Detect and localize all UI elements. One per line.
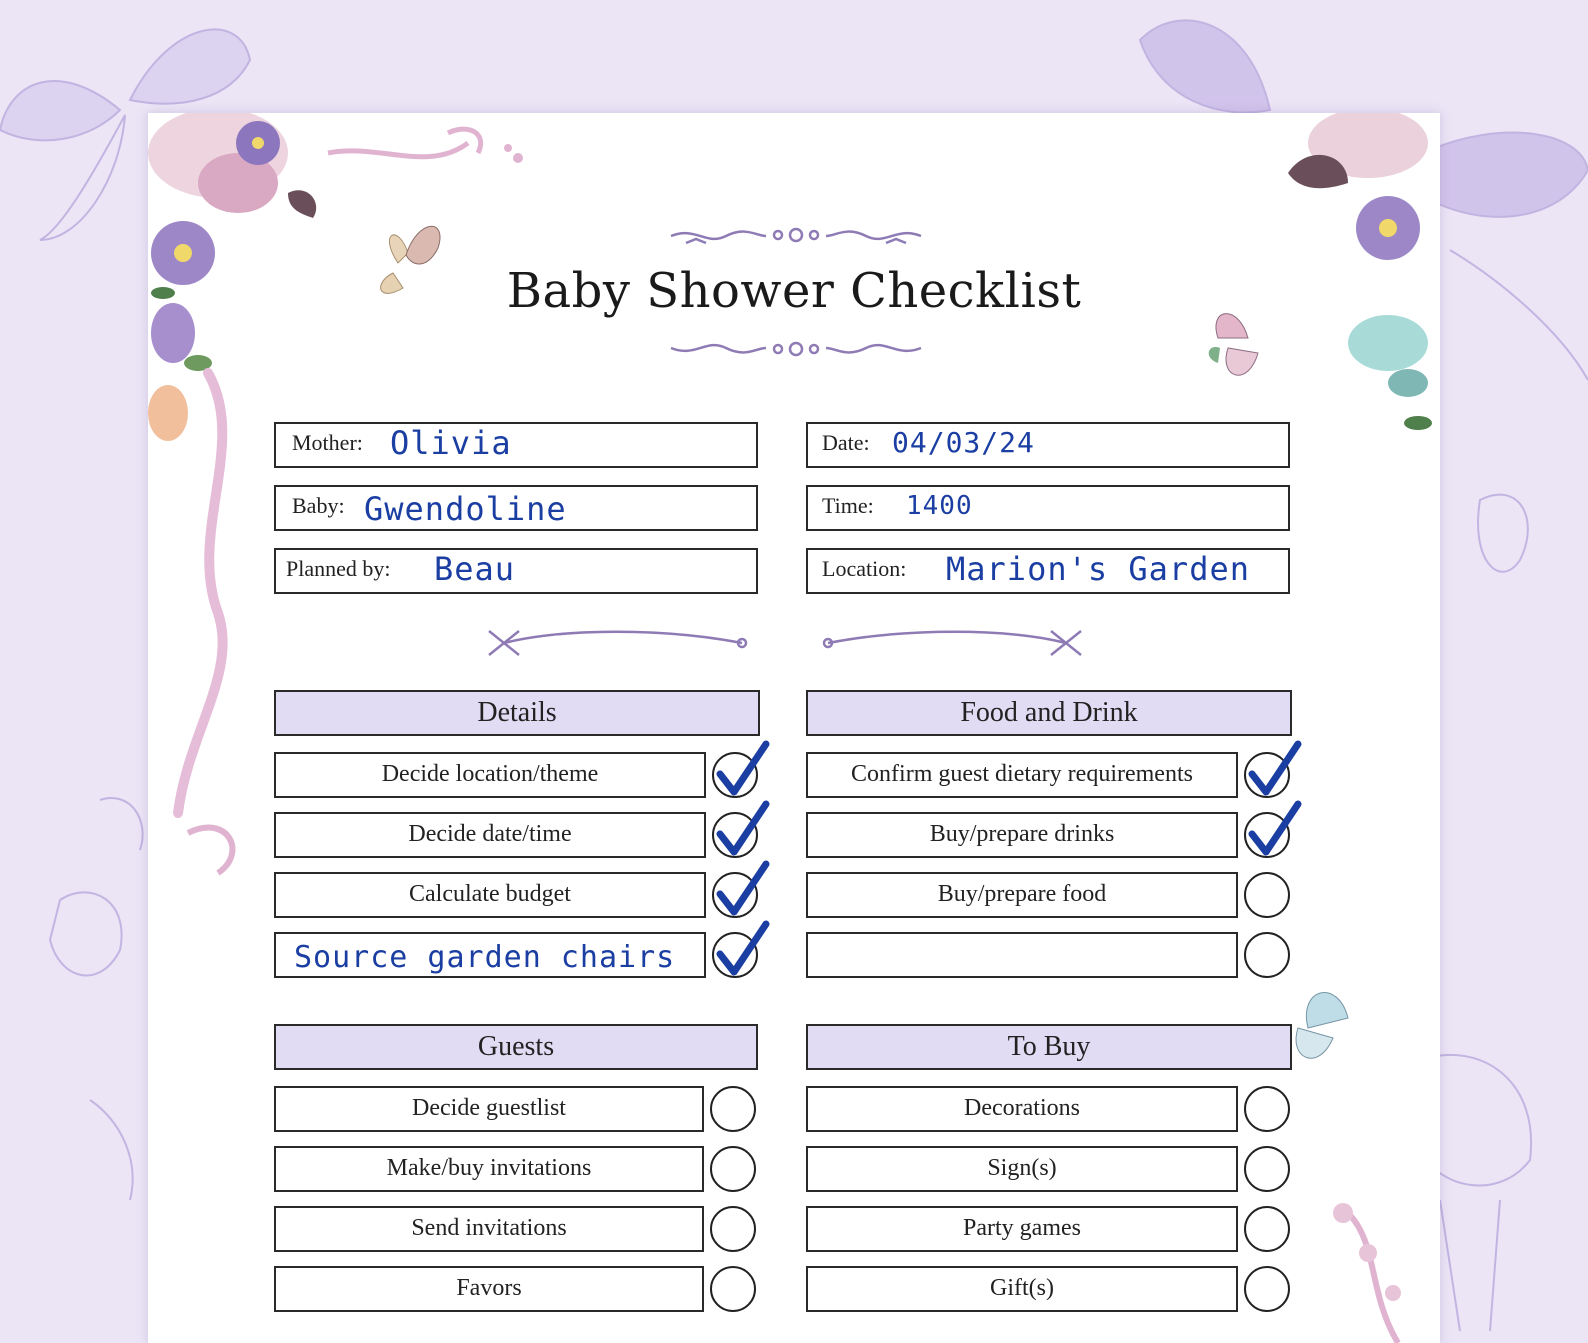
checkbox[interactable] bbox=[1244, 872, 1290, 918]
food-task-item[interactable]: Buy/prepare food bbox=[806, 872, 1238, 918]
checked-checkbox[interactable] bbox=[1244, 812, 1290, 858]
checklist-sheet bbox=[148, 113, 1440, 1343]
details-task-item[interactable]: Calculate budget bbox=[274, 872, 706, 918]
guests-task-item[interactable]: Favors bbox=[274, 1266, 704, 1312]
to-buy-task-item[interactable]: Sign(s) bbox=[806, 1146, 1238, 1192]
checkmark-icon bbox=[712, 858, 772, 922]
date-label: Date: bbox=[822, 430, 870, 455]
checkmark-icon bbox=[1244, 738, 1304, 802]
page-title: Baby Shower Checklist bbox=[506, 263, 1082, 319]
checked-checkbox[interactable] bbox=[712, 872, 758, 918]
checkmark-icon bbox=[1244, 798, 1304, 862]
baby-label: Baby: bbox=[292, 493, 345, 518]
location-label: Location: bbox=[822, 556, 907, 581]
checkbox[interactable] bbox=[710, 1086, 756, 1132]
details-task-item[interactable]: Decide location/theme bbox=[274, 752, 706, 798]
food-task-item[interactable] bbox=[806, 932, 1238, 978]
checkbox[interactable] bbox=[710, 1266, 756, 1312]
time-field[interactable] bbox=[806, 485, 1290, 531]
food-task-item[interactable]: Confirm guest dietary requirements bbox=[806, 752, 1238, 798]
time-value: 1400 bbox=[906, 491, 973, 521]
checked-checkbox[interactable] bbox=[712, 932, 758, 978]
details-header: Details bbox=[274, 690, 760, 736]
baby-field[interactable] bbox=[274, 485, 758, 531]
to-buy-header: To Buy bbox=[806, 1024, 1292, 1070]
checkbox[interactable] bbox=[710, 1206, 756, 1252]
to-buy-task-item[interactable]: Party games bbox=[806, 1206, 1238, 1252]
checkmark-icon bbox=[712, 918, 772, 982]
mother-label: Mother: bbox=[292, 430, 363, 455]
checkbox[interactable] bbox=[710, 1146, 756, 1192]
guests-header: Guests bbox=[274, 1024, 758, 1070]
location-field[interactable] bbox=[806, 548, 1290, 594]
location-value: Marion's Garden bbox=[946, 550, 1250, 588]
details-task-item[interactable]: Decide date/time bbox=[274, 812, 706, 858]
details-task-item[interactable]: Source garden chairs bbox=[274, 932, 706, 978]
date-field[interactable] bbox=[806, 422, 1290, 468]
planned-by-label: Planned by: bbox=[286, 556, 391, 581]
checkbox[interactable] bbox=[1244, 1086, 1290, 1132]
baby-value: Gwendoline bbox=[364, 490, 567, 528]
checkbox[interactable] bbox=[1244, 932, 1290, 978]
checkmark-icon bbox=[712, 738, 772, 802]
checked-checkbox[interactable] bbox=[1244, 752, 1290, 798]
checkbox[interactable] bbox=[1244, 1206, 1290, 1252]
mother-value: Olivia bbox=[390, 424, 512, 462]
guests-task-item[interactable]: Decide guestlist bbox=[274, 1086, 704, 1132]
left-divider-flourish bbox=[484, 623, 754, 663]
mother-field[interactable] bbox=[274, 422, 758, 468]
title-bottom-flourish bbox=[666, 333, 926, 363]
date-value: 04/03/24 bbox=[892, 426, 1035, 459]
checkbox[interactable] bbox=[1244, 1146, 1290, 1192]
checkmark-icon bbox=[712, 798, 772, 862]
title-top-flourish bbox=[666, 221, 926, 251]
time-label: Time: bbox=[822, 493, 874, 518]
checked-checkbox[interactable] bbox=[712, 812, 758, 858]
checked-checkbox[interactable] bbox=[712, 752, 758, 798]
food-task-item[interactable]: Buy/prepare drinks bbox=[806, 812, 1238, 858]
to-buy-task-item[interactable]: Decorations bbox=[806, 1086, 1238, 1132]
food-and-drink-header: Food and Drink bbox=[806, 690, 1292, 736]
right-divider-flourish bbox=[816, 623, 1086, 663]
to-buy-task-item[interactable]: Gift(s) bbox=[806, 1266, 1238, 1312]
planned-by-field[interactable] bbox=[274, 548, 758, 594]
guests-task-item[interactable]: Make/buy invitations bbox=[274, 1146, 704, 1192]
planned-by-value: Beau bbox=[434, 550, 516, 588]
guests-task-item[interactable]: Send invitations bbox=[274, 1206, 704, 1252]
checkbox[interactable] bbox=[1244, 1266, 1290, 1312]
